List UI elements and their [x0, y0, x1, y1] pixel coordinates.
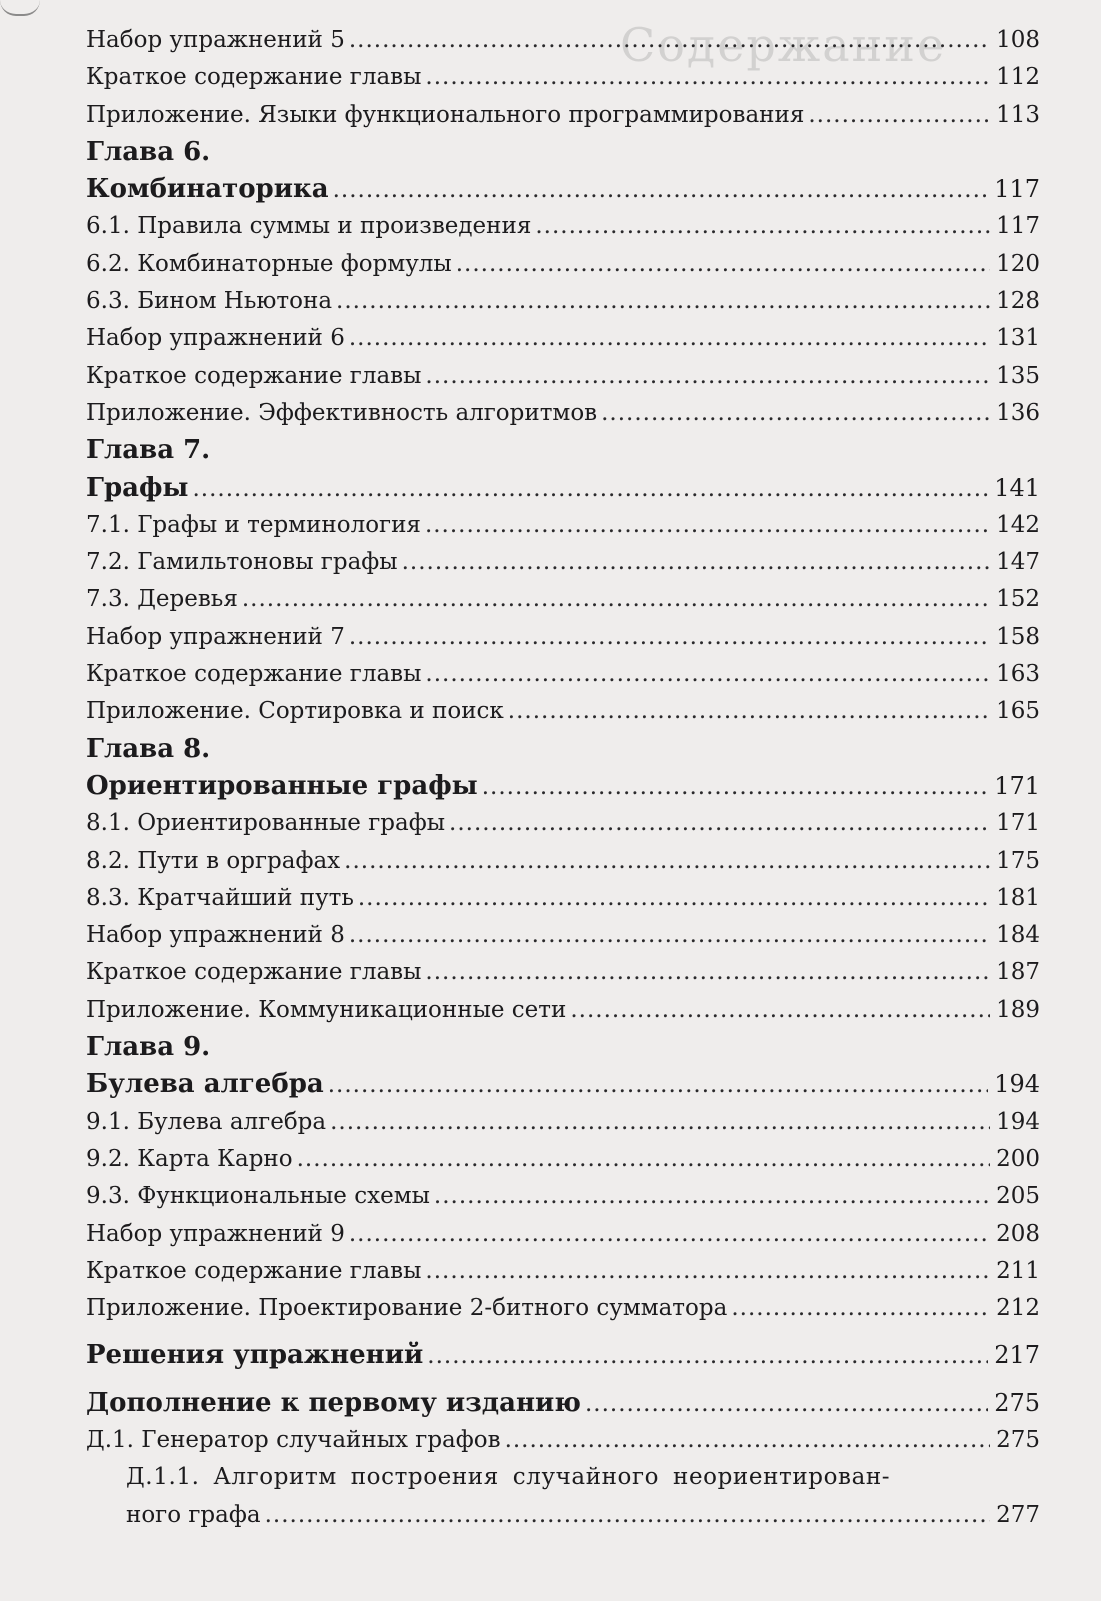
- toc-entry-title: 6.2. Комбинаторные формулы: [86, 250, 452, 277]
- toc-entry-title: 9.1. Булева алгебра: [86, 1108, 327, 1135]
- toc-page-number: 275: [994, 1388, 1040, 1417]
- subsection-entry-line: [86, 1459, 1040, 1496]
- dot-leader: [570, 992, 990, 1029]
- toc-entry-title: Глава 6.: [86, 136, 211, 167]
- toc-entry: [86, 693, 1040, 730]
- toc-entry-title: Глава 7.: [86, 435, 211, 466]
- dot-leader: [333, 172, 989, 209]
- toc-entry-title: Дополнение к первому изданию: [86, 1387, 581, 1418]
- toc-entry: [86, 1216, 1040, 1253]
- dot-leader: [349, 917, 990, 954]
- toc-entry-title: 9.3. Функциональные схемы: [86, 1183, 430, 1210]
- dot-leader: [349, 320, 990, 357]
- toc-entry-title: Краткое содержание главы: [86, 959, 422, 986]
- dot-leader: [297, 1141, 990, 1178]
- toc-entry: [86, 208, 1040, 245]
- toc-entry-title: Приложение. Эффективность алгоритмов: [86, 399, 598, 426]
- toc-entry: [86, 22, 1040, 59]
- toc-entry-title: ного графа: [126, 1501, 261, 1528]
- toc-entry-title: Д.1.1. Алгоритм построения случайного неориентирован-: [126, 1464, 891, 1491]
- toc-entry: [86, 1422, 1040, 1459]
- toc-entry-title: Приложение. Проектирование 2-битного сумматора: [86, 1295, 728, 1322]
- toc-entry: [86, 246, 1040, 283]
- toc-entry-title: Набор упражнений 9: [86, 1220, 345, 1247]
- toc-entry: [86, 507, 1040, 544]
- toc-entry: [86, 880, 1040, 917]
- dot-leader: [358, 880, 990, 917]
- toc-entry: [86, 97, 1040, 134]
- toc-entry: [86, 992, 1040, 1029]
- toc-page-number: 113: [996, 101, 1040, 128]
- dot-leader: [482, 769, 988, 806]
- subsection-entry-line: [86, 1497, 1040, 1534]
- dot-leader: [434, 1178, 990, 1215]
- toc-page-number: 147: [996, 549, 1040, 576]
- toc-entry-title: Набор упражнений 8: [86, 922, 345, 949]
- toc-entry-title: Д.1. Генератор случайных графов: [86, 1426, 501, 1453]
- toc-entry: [86, 395, 1040, 432]
- toc-entry-title: Краткое содержание главы: [86, 661, 422, 688]
- toc-page-number: 217: [994, 1341, 1040, 1370]
- toc-page-number: 171: [996, 810, 1040, 837]
- toc-page-number: 135: [996, 362, 1040, 389]
- dot-leader: [425, 656, 990, 693]
- dot-leader: [535, 208, 990, 245]
- chapter-number-heading: [86, 731, 1040, 768]
- dot-leader: [425, 1253, 990, 1290]
- page-corner-mark: [0, 0, 40, 16]
- toc-page-number: 152: [996, 586, 1040, 613]
- toc-entry-title: Набор упражнений 6: [86, 325, 345, 352]
- dot-leader: [731, 1290, 990, 1327]
- toc-page-number: 275: [996, 1426, 1040, 1453]
- toc-page-number: 181: [996, 884, 1040, 911]
- toc-entry-title: Глава 9.: [86, 1032, 211, 1063]
- dot-leader: [427, 1338, 988, 1375]
- toc-entry-title: Набор упражнений 5: [86, 27, 345, 53]
- toc-entry-title: 8.2. Пути в орграфах: [86, 847, 341, 874]
- toc-page-number: 163: [996, 661, 1040, 688]
- toc-entry-title: Графы: [86, 472, 189, 503]
- dot-leader: [349, 22, 990, 59]
- toc-entry-title: Краткое содержание главы: [86, 64, 422, 91]
- toc-page-number: 108: [996, 27, 1040, 53]
- toc-entry: [86, 581, 1040, 618]
- toc-entry: [86, 1253, 1040, 1290]
- dot-leader: [601, 395, 990, 432]
- toc-entry-title: Приложение. Языки функционального программирования: [86, 101, 805, 128]
- toc-entry-title: 8.3. Кратчайший путь: [86, 884, 354, 911]
- toc-entry-title: 9.2. Карта Карно: [86, 1145, 293, 1172]
- dot-leader: [265, 1497, 991, 1534]
- toc-page-number: 194: [996, 1108, 1040, 1135]
- toc-entry: [86, 1141, 1040, 1178]
- chapter-number-heading: [86, 432, 1040, 469]
- chapter-title-entry: [86, 1337, 1040, 1374]
- toc-entry-title: Решения упражнений: [86, 1340, 424, 1371]
- toc-entry: [86, 954, 1040, 991]
- dot-leader: [585, 1386, 988, 1423]
- toc-entry: [86, 544, 1040, 581]
- toc-entry: [86, 1104, 1040, 1141]
- dot-leader: [349, 1216, 990, 1253]
- toc-page-number: 194: [994, 1070, 1040, 1099]
- dot-leader: [808, 97, 990, 134]
- dot-leader: [505, 1422, 991, 1459]
- toc-page-number: 112: [996, 64, 1040, 91]
- dot-leader: [456, 246, 990, 283]
- toc-entry: [86, 656, 1040, 693]
- toc-page-number: 158: [996, 623, 1040, 650]
- toc-entry: [86, 805, 1040, 842]
- toc-page-number: 184: [996, 922, 1040, 949]
- toc-page-number: 171: [994, 771, 1040, 800]
- toc-entry-title: Приложение. Сортировка и поиск: [86, 698, 504, 725]
- dot-leader: [508, 693, 990, 730]
- toc-entry: [86, 917, 1040, 954]
- toc-entry-title: Ориентированные графы: [86, 770, 478, 801]
- bleed-through-heading: Содержание: [620, 18, 947, 72]
- toc-entry-title: Комбинаторика: [86, 174, 329, 205]
- dot-leader: [193, 471, 989, 508]
- toc-entry-title: 7.1. Графы и терминология: [86, 511, 421, 538]
- toc-page-number: 208: [996, 1220, 1040, 1247]
- toc-page-number: 211: [996, 1257, 1040, 1284]
- toc-entry: [86, 1178, 1040, 1215]
- toc-entry-title: Приложение. Коммуникационные сети: [86, 996, 567, 1023]
- chapter-title-entry: [86, 171, 1040, 208]
- dot-leader: [425, 59, 990, 96]
- dot-leader: [349, 619, 990, 656]
- dot-leader: [344, 843, 990, 880]
- toc-entry: [86, 283, 1040, 320]
- chapter-title-entry: [86, 1066, 1040, 1103]
- toc-page-number: 187: [996, 959, 1040, 986]
- toc-entry-title: Краткое содержание главы: [86, 362, 422, 389]
- toc-page-number: 189: [996, 996, 1040, 1023]
- dot-leader: [336, 283, 990, 320]
- toc-page-number: 165: [996, 698, 1040, 725]
- toc-page-number: 212: [996, 1295, 1040, 1322]
- toc-entry: [86, 59, 1040, 96]
- toc-entry: [86, 843, 1040, 880]
- toc-page-number: 131: [996, 325, 1040, 352]
- toc-page-number: 117: [994, 175, 1040, 204]
- toc-page-number: 120: [996, 250, 1040, 277]
- toc-entry-title: 8.1. Ориентированные графы: [86, 810, 446, 837]
- dot-leader: [449, 805, 990, 842]
- toc-entry-title: Булева алгебра: [86, 1069, 324, 1100]
- toc-entry: [86, 619, 1040, 656]
- dot-leader: [330, 1104, 990, 1141]
- toc-entry: [86, 320, 1040, 357]
- dot-leader: [425, 358, 990, 395]
- toc-entry-title: Набор упражнений 7: [86, 623, 345, 650]
- toc-entry-title: 7.2. Гамильтоновы графы: [86, 549, 398, 576]
- toc-page-number: 277: [996, 1501, 1040, 1528]
- chapter-number-heading: [86, 134, 1040, 171]
- dot-leader: [402, 544, 990, 581]
- toc-page-number: 136: [996, 399, 1040, 426]
- toc-entry-title: 6.3. Бином Ньютона: [86, 288, 333, 315]
- toc-entry-title: Краткое содержание главы: [86, 1257, 422, 1284]
- chapter-title-entry: [86, 470, 1040, 507]
- dot-leader: [425, 507, 990, 544]
- toc-page-number: 117: [996, 213, 1040, 240]
- table-of-contents: [86, 22, 1040, 1534]
- toc-page-number: 128: [996, 288, 1040, 315]
- toc-entry: [86, 358, 1040, 395]
- chapter-number-heading: [86, 1029, 1040, 1066]
- toc-entry-title: 7.3. Деревья: [86, 586, 238, 613]
- dot-leader: [328, 1067, 988, 1104]
- toc-page-number: 141: [994, 473, 1040, 502]
- toc-page-number: 142: [996, 511, 1040, 538]
- dot-leader: [242, 581, 990, 618]
- toc-page-number: 175: [996, 847, 1040, 874]
- toc-page-number: 205: [996, 1183, 1040, 1210]
- toc-entry: [86, 1290, 1040, 1327]
- toc-entry-title: 6.1. Правила суммы и произведения: [86, 213, 532, 240]
- chapter-title-entry: [86, 768, 1040, 805]
- toc-entry-title: Глава 8.: [86, 733, 211, 764]
- dot-leader: [425, 954, 990, 991]
- toc-page-number: 200: [996, 1145, 1040, 1172]
- chapter-title-entry: [86, 1385, 1040, 1422]
